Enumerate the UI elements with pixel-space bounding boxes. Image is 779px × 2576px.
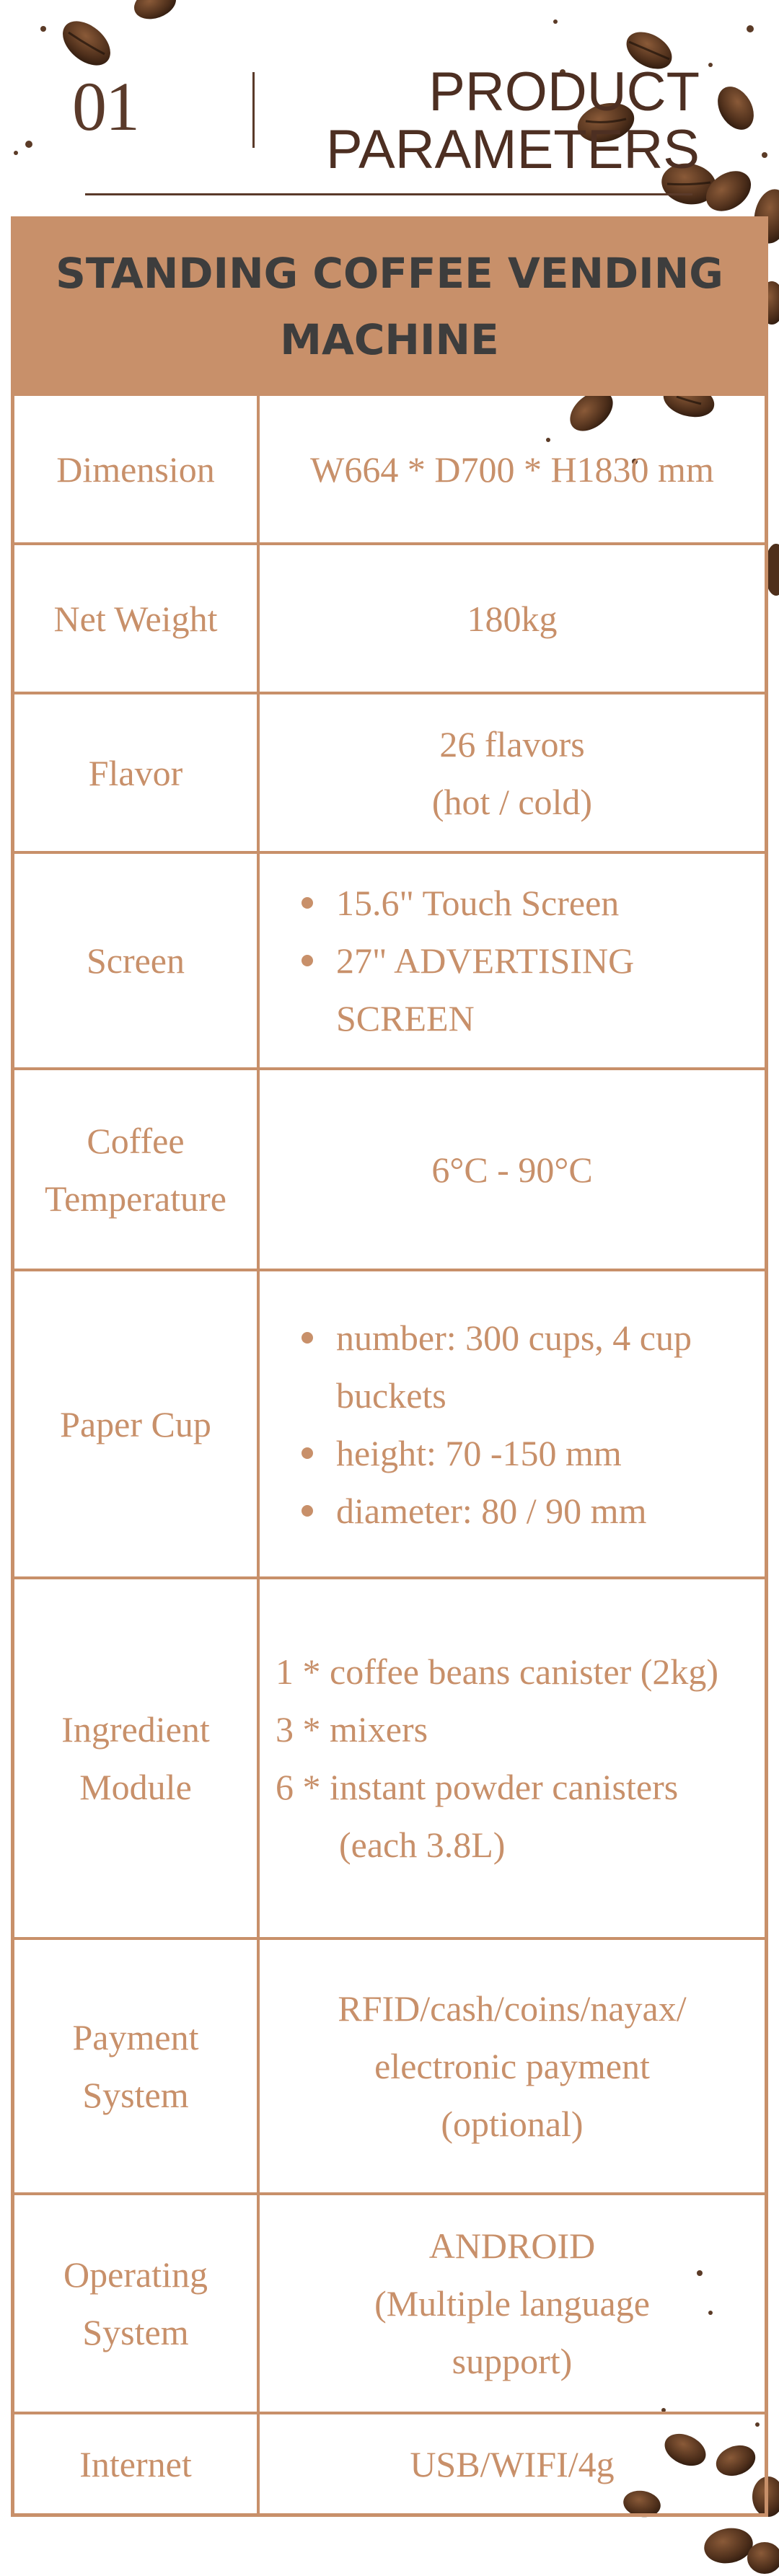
table-row-coffee-temperature (14, 1067, 765, 1269)
table-row-flavor (14, 692, 765, 851)
spec-value (260, 2195, 765, 2412)
bullet-list (289, 874, 750, 1047)
table-row-internet (14, 2412, 765, 2513)
table-row-net-weight (14, 542, 765, 692)
spec-value-line: (Multiple language (374, 2283, 650, 2324)
spec-value: W664 * D700 * H1830 mm (310, 449, 714, 490)
spec-value (260, 694, 765, 851)
spec-label: Internet (14, 2414, 260, 2513)
section-number: 01 (72, 68, 138, 145)
spec-label: Screen (14, 854, 260, 1067)
page-title: PRODUCT PARAMETERS (325, 61, 700, 180)
spec-value-line: electronic payment (374, 2046, 650, 2086)
spec-label: Dimension (14, 396, 260, 542)
bullet-item: 15.6" Touch Screen (289, 874, 750, 932)
spec-value-line: 3 * mixers (276, 1709, 428, 1750)
bullet-item: 27" ADVERTISING SCREEN (289, 932, 750, 1047)
spec-value-line: 6 * instant powder canisters (each 3.8L) (276, 1767, 679, 1865)
table-row-paper-cup (14, 1269, 765, 1576)
spec-value-line: (hot / cold) (431, 781, 593, 822)
spec-value-line: (optional) (441, 2104, 584, 2144)
table-row-screen (14, 851, 765, 1067)
spec-label: Operating System (14, 2195, 260, 2412)
spec-value-line: RFID/cash/coins/nayax/ (338, 1988, 687, 2029)
spec-value (260, 1940, 765, 2192)
bullet-item: number: 300 cups, 4 cup buckets (289, 1309, 750, 1424)
bullet-item: diameter: 80 / 90 mm (289, 1482, 750, 1540)
table-row-operating-system (14, 2192, 765, 2412)
spec-value (260, 1271, 765, 1576)
spec-value-line: support) (452, 2341, 573, 2381)
header-divider (252, 72, 255, 148)
table-row-payment-system (14, 1937, 765, 2192)
spec-value (260, 854, 765, 1067)
spec-value: 180kg (467, 598, 558, 639)
machine-title: STANDING COFFEE VENDING MACHINE (14, 220, 765, 393)
spec-value-line: 1 * coffee beans canister (2kg) (276, 1651, 719, 1692)
spec-value: USB/WIFI/4g (410, 2443, 615, 2484)
spec-label: Coffee Temperature (14, 1070, 260, 1269)
bullet-item: height: 70 -150 mm (289, 1424, 750, 1482)
spec-value-line: ANDROID (428, 2226, 596, 2266)
header-underline (85, 193, 692, 195)
spec-label: Net Weight (14, 545, 260, 692)
spec-label: Flavor (14, 694, 260, 851)
spec-label: Ingredient Module (14, 1579, 260, 1937)
spec-table (11, 216, 768, 2517)
spec-value-line: 26 flavors (439, 723, 585, 764)
bullet-list (289, 1309, 750, 1540)
table-row-ingredient-module (14, 1576, 765, 1937)
spec-value: 6°C - 90°C (431, 1149, 593, 1190)
spec-value (260, 1579, 765, 1937)
table-row-dimension (14, 393, 765, 542)
spec-label: Paper Cup (14, 1271, 260, 1576)
spec-label: Payment System (14, 1940, 260, 2192)
